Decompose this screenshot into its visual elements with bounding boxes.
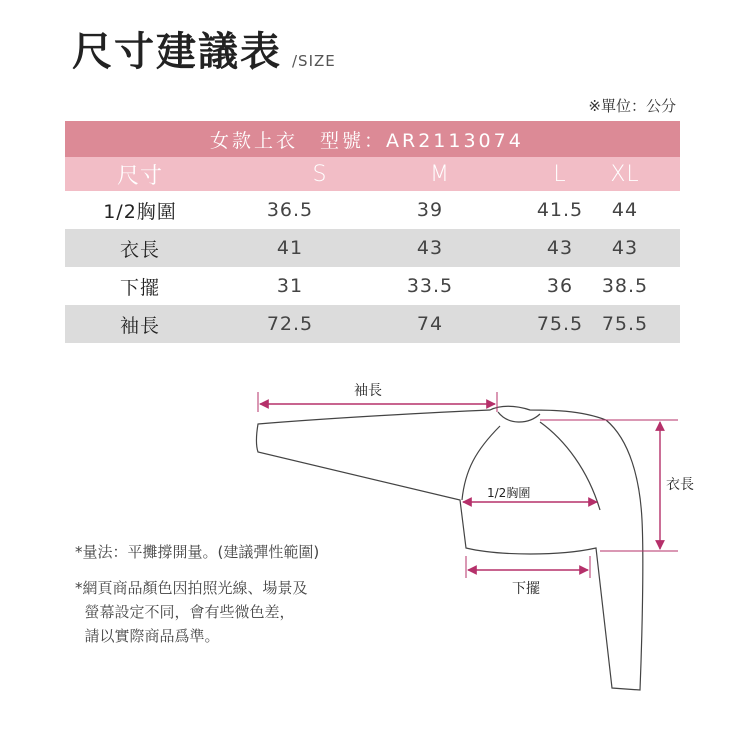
unit-note: ※單位：公分 — [588, 97, 676, 115]
note-measurement: *量法：平攤撐開量。(建議彈性範圍) — [75, 543, 320, 561]
sleeve-length-label: 袖長 — [354, 383, 382, 399]
table-cell: 72.5 — [266, 313, 314, 335]
table-row — [65, 229, 680, 267]
size-table — [65, 121, 680, 343]
table-cell: 41 — [276, 237, 304, 259]
row-label: 袖長 — [119, 314, 160, 337]
table-cell: 74 — [416, 313, 444, 335]
row-label: 1/2胸圍 — [103, 200, 177, 223]
row-label: 衣長 — [119, 238, 160, 261]
note-spacer — [75, 564, 319, 576]
table-cell: 75.5 — [536, 313, 584, 335]
table-row — [65, 305, 680, 343]
notes — [75, 540, 319, 648]
table-row — [65, 191, 680, 229]
table-cell: 31 — [276, 275, 304, 297]
page-title: 尺寸建議表 — [72, 28, 282, 75]
table-header-title: 女款上衣 型號：AR2113074 — [210, 129, 524, 152]
body-length-label: 衣長 — [666, 477, 694, 493]
table-cell: 36 — [546, 275, 574, 297]
chest-width-label: 1/2胸圍 — [487, 486, 531, 500]
size-header-label: 尺寸 — [116, 163, 163, 189]
size-m: M — [430, 161, 450, 187]
armhole-right — [540, 422, 600, 510]
size-l: L — [553, 161, 567, 187]
table-cell: 36.5 — [266, 199, 314, 221]
size-s: S — [312, 161, 328, 187]
table-row — [65, 267, 680, 305]
size-xl: XL — [610, 161, 640, 187]
row-label: 下擺 — [119, 276, 160, 299]
size-header-row — [65, 157, 680, 191]
hem-width-label: 下擺 — [512, 581, 540, 597]
neckline — [498, 412, 540, 422]
title-block — [72, 28, 336, 76]
table-cell: 38.5 — [601, 275, 649, 297]
note-color-disclaimer-1: *網頁商品顏色因拍照光線、場景及 — [75, 579, 308, 597]
table-cell: 43 — [611, 237, 639, 259]
table-cell: 33.5 — [406, 275, 454, 297]
note-color-disclaimer-3: 請以實際商品爲準。 — [75, 627, 220, 645]
table-header-row — [65, 121, 680, 157]
note-color-disclaimer-2: 螢幕設定不同，會有些微色差， — [75, 603, 295, 621]
table-cell: 41.5 — [536, 199, 584, 221]
table-cell: 43 — [416, 237, 444, 259]
table-cell: 75.5 — [601, 313, 649, 335]
page-subtitle: /SIZE — [292, 52, 336, 70]
table-cell: 39 — [416, 199, 444, 221]
table-cell: 43 — [546, 237, 574, 259]
table-cell: 44 — [611, 199, 639, 221]
